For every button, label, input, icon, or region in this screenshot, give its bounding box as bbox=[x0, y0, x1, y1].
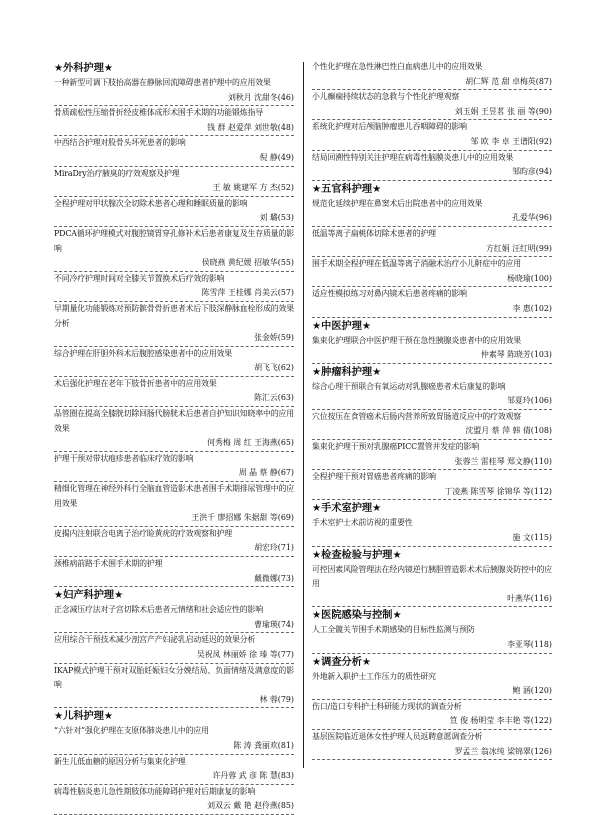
entry-title: 术后强化护理在老年下肢骨折患者中的应用效果 bbox=[54, 378, 217, 388]
column-divider bbox=[303, 62, 304, 768]
entry-authors-page: 张蓉兰 雷桂琴 郑文静(110) bbox=[454, 456, 552, 466]
toc-entry[interactable] bbox=[54, 136, 294, 166]
section-heading: ★肿瘤科护理★ bbox=[312, 366, 382, 378]
entry-authors-page: 吴祝凤 林丽娇 徐 瑧 等(77) bbox=[196, 649, 294, 659]
entry-authors-page: 许丹蓉 武 彦 陈 慧(83) bbox=[212, 771, 294, 781]
entry-authors-page: 陈 涛 龚丽欢(81) bbox=[233, 740, 294, 750]
entry-authors-page: 沈盟月 蔡 萍 韩 倩(108) bbox=[465, 426, 552, 436]
toc-entry[interactable] bbox=[312, 380, 552, 410]
toc-entry[interactable] bbox=[312, 700, 552, 730]
entry-authors-page: 孔爱华(96) bbox=[512, 213, 552, 223]
entry-authors-page: 邹夏玲(106) bbox=[507, 396, 552, 406]
entry-title: 低温等离子扁桃体切除术患者的护理 bbox=[312, 228, 436, 238]
toc-entry[interactable] bbox=[312, 287, 552, 317]
entry-title: 围手术期全程护理在低温等离子消融术治疗小儿鼾症中的应用 bbox=[312, 259, 521, 269]
entry-authors-page: 刘 璐(53) bbox=[259, 213, 294, 223]
toc-entry[interactable] bbox=[312, 670, 552, 700]
toc-entry[interactable] bbox=[312, 90, 552, 120]
entry-title: 基层医院临近退休女性护理人员返聘意愿调查分析 bbox=[312, 731, 483, 741]
toc-entry[interactable] bbox=[54, 167, 294, 197]
section-heading: ★检查检验与护理★ bbox=[312, 549, 402, 561]
entry-authors-page: 施 文(115) bbox=[512, 533, 552, 543]
entry-authors-page: 周 晶 蔡 静(67) bbox=[238, 468, 294, 478]
entry-title: 应用综合干预技术减少剖宫产产妇泌乳启动延迟的效果分析 bbox=[54, 635, 256, 645]
entry-title: 穴位按压在食管癌术后肠内营养所致胃肠道反应中的疗效观察 bbox=[312, 411, 521, 421]
toc-entry[interactable] bbox=[312, 120, 552, 150]
entry-title: 骨质疏松性压缩骨折经皮椎体成形术围手术期的功能锻炼指导 bbox=[54, 108, 263, 118]
entry-authors-page: 倪 静(49) bbox=[259, 152, 294, 162]
toc-entry[interactable] bbox=[54, 272, 294, 302]
toc-entry[interactable] bbox=[312, 60, 552, 90]
toc-column-right bbox=[312, 60, 552, 760]
toc-entry[interactable] bbox=[312, 516, 552, 546]
entry-title: 适应性模拟练习对鼻内镜术后患者疼痛的影响 bbox=[312, 289, 467, 299]
toc-entry[interactable] bbox=[312, 563, 552, 608]
entry-title: “六针对”强化护理在支原体肺炎患儿中的应用 bbox=[54, 726, 209, 736]
toc-entry[interactable] bbox=[54, 407, 294, 452]
entry-title: 皮揭内注射联合电离子治疗睑黄疣的疗效观察和护理 bbox=[54, 528, 233, 538]
toc-entry[interactable] bbox=[312, 410, 552, 440]
entry-title: IKAP模式护理干预对双胎妊娠妇女分娩结局、负面情绪及满意度的影响 bbox=[54, 665, 294, 690]
entry-authors-page: 侯晓燕 黄纪媛 招敏华(55) bbox=[201, 258, 294, 268]
toc-column-left bbox=[54, 60, 294, 815]
entry-authors-page: 戴微娜(73) bbox=[254, 573, 294, 583]
section-heading: ★中医护理★ bbox=[312, 320, 372, 332]
section-heading: ★医院感染与控制★ bbox=[312, 610, 402, 622]
toc-entry[interactable] bbox=[54, 603, 294, 633]
entry-authors-page: 叶燕华(116) bbox=[507, 593, 552, 603]
entry-title: 全程护理干预对胃癌患者疼痛的影响 bbox=[312, 472, 436, 482]
entry-authors-page: 刘秋月 沈甜冬(46) bbox=[227, 92, 294, 102]
entry-title: 颈椎病前路手术围手术期的护理 bbox=[54, 559, 163, 568]
toc-entry[interactable] bbox=[54, 227, 294, 272]
entry-title: 综合心理干预联合有氧运动对乳腺癌患者术后康复的影响 bbox=[312, 381, 506, 391]
entry-authors-page: 李 惠(102) bbox=[512, 303, 552, 313]
entry-authors-page: 何秀梅 周 红 王海燕(65) bbox=[207, 438, 294, 448]
toc-entry[interactable] bbox=[54, 377, 294, 407]
toc-entry[interactable] bbox=[312, 227, 552, 257]
section-heading: ★五官科护理★ bbox=[312, 183, 382, 195]
entry-title: 小儿癫痫持续状态的急救与个性化护理观察 bbox=[312, 92, 460, 102]
entry-title: 正念减压疗法对子宫切除术后患者元情绪和社会适应性的影响 bbox=[54, 605, 263, 615]
entry-authors-page: 邹 欧 李 卓 王谱阳(92) bbox=[470, 136, 552, 146]
section-heading: ★妇产科护理★ bbox=[54, 590, 124, 602]
entry-authors-page: 罗孟兰 翁冰纯 梁锦翠(126) bbox=[454, 746, 552, 756]
entry-authors-page: 鲍 涵(120) bbox=[512, 686, 552, 696]
toc-entry[interactable] bbox=[54, 724, 294, 754]
entry-title: 护理干预对带状疱疹患者临床疗效的影响 bbox=[54, 453, 194, 463]
table-of-contents bbox=[54, 60, 554, 811]
toc-entry[interactable] bbox=[54, 76, 294, 106]
entry-authors-page: 曹瑜瑛(74) bbox=[254, 619, 294, 629]
entry-title: 中西结合护理对股骨头坏死患者的影响 bbox=[54, 138, 186, 148]
entry-authors-page: 张金娇(59) bbox=[254, 333, 294, 343]
entry-authors-page: 刘玉娟 王昱茗 张 丽 等(90) bbox=[454, 106, 552, 116]
entry-authors-page: 杨晓瑜(100) bbox=[507, 273, 552, 283]
entry-authors-page: 笪 俊 杨明莹 李丰艳 等(122) bbox=[449, 716, 552, 726]
entry-title: 综合护理在肝胆外科术后腹腔感染患者中的应用效果 bbox=[54, 348, 233, 358]
entry-title: PDCA循环护理模式对腹腔镜胃穿孔修补术后患者康复及生存质量的影响 bbox=[54, 228, 294, 253]
entry-title: 早期量化功能锻炼对预防髌骨骨折患者术后下肢深静脉血栓形成的效果分析 bbox=[54, 303, 294, 328]
section-heading: ★外科护理★ bbox=[54, 63, 114, 74]
entry-title: 结局回溯性特别关注护理在病毒性脑膜炎患儿中的应用效果 bbox=[312, 152, 514, 162]
entry-authors-page: 王 敏 姚建军 方 杰(52) bbox=[212, 183, 294, 193]
section-heading: ★儿科护理★ bbox=[54, 711, 114, 723]
toc-entry[interactable] bbox=[54, 785, 294, 815]
toc-entry[interactable] bbox=[312, 334, 552, 364]
entry-title: 个性化护理在急性淋巴性白血病患儿中的应用效果 bbox=[312, 62, 483, 71]
entry-authors-page: 仲素琴 陈晓芳(103) bbox=[480, 350, 552, 360]
toc-entry[interactable] bbox=[54, 482, 294, 527]
entry-title: 品管圈在提高全膝胱切除回肠代膀胱术后患者自护知识知晓率中的应用效果 bbox=[54, 409, 294, 433]
entry-title: 全程护理对甲状腺次全切除术患者心理和睡眠质量的影响 bbox=[54, 198, 248, 208]
toc-entry[interactable] bbox=[54, 197, 294, 227]
entry-authors-page: 王洪千 廖招娜 朱据甜 等(69) bbox=[191, 513, 294, 523]
entry-authors-page: 钱 群 赵爱萍 刘世敬(48) bbox=[207, 122, 294, 132]
toc-entry[interactable] bbox=[54, 755, 294, 785]
entry-title: 外地新入职护士工作压力的质性研究 bbox=[312, 671, 436, 681]
entry-authors-page: 李亚琴(118) bbox=[507, 640, 552, 649]
entry-title: 系统化护理对后颅脑肿瘤患儿吞咽障碍的影响 bbox=[312, 122, 467, 132]
entry-authors-page: 林 蓉(79) bbox=[259, 694, 294, 704]
entry-title: MiraDry治疗腋臭的疗效观察及护理 bbox=[54, 168, 180, 178]
entry-title: 手术室护士术前访视的重要性 bbox=[312, 518, 413, 528]
entry-title: 集束化护理干预对乳腺癌PICC置管并发症的影响 bbox=[312, 442, 479, 452]
entry-authors-page: 丁凌燕 陈雪琴 徐锦华 等(112) bbox=[444, 486, 552, 496]
toc-entry[interactable] bbox=[312, 470, 552, 500]
entry-title: 伤口/造口专科护士科研能力现状的调查分析 bbox=[312, 701, 462, 711]
entry-authors-page: 胡仁辉 范 甜 卓梅英(87) bbox=[465, 76, 552, 86]
toc-entry[interactable] bbox=[312, 440, 552, 470]
entry-authors-page: 方红娟 汪红明(99) bbox=[485, 243, 552, 253]
toc-entry[interactable] bbox=[312, 197, 552, 227]
entry-title: 新生儿低血糖的原因分析与集束化护理 bbox=[54, 756, 186, 766]
toc-entry[interactable] bbox=[54, 633, 294, 663]
toc-entry[interactable] bbox=[54, 527, 294, 557]
entry-authors-page: 陈汇云(63) bbox=[254, 393, 294, 403]
entry-title: 可控因素风险管理法在经内镜逆行胰胆管造影术术后胰腺炎防控中的应用 bbox=[312, 564, 552, 589]
entry-title: 集束化护理联合中医护理干预在急性胰腺炎患者中的应用效果 bbox=[312, 335, 521, 345]
toc-entry[interactable] bbox=[54, 106, 294, 136]
entry-authors-page: 胡宏玲(71) bbox=[254, 543, 294, 553]
entry-title: 病毒性脑炎患儿急性期肢体功能障碍护理对后期康复的影响 bbox=[54, 786, 256, 796]
toc-entry[interactable] bbox=[54, 302, 294, 347]
toc-entry[interactable] bbox=[312, 151, 552, 181]
toc-entry[interactable] bbox=[54, 557, 294, 587]
section-heading: ★调查分析★ bbox=[312, 656, 372, 668]
entry-authors-page: 胡飞飞(62) bbox=[254, 363, 294, 373]
toc-entry[interactable] bbox=[312, 623, 552, 653]
toc-entry[interactable] bbox=[54, 664, 294, 709]
entry-authors-page: 陈雪萍 王桂娜 肖美云(57) bbox=[201, 288, 294, 298]
entry-title: 精细化管理在神经外科行全脑血管造影术患者围手术期排尿管理中的应用效果 bbox=[54, 484, 294, 508]
entry-title: 人工全髋关节围手术期感染的目标性监测与预防 bbox=[312, 625, 475, 635]
toc-entry[interactable] bbox=[54, 452, 294, 482]
section-heading: ★手术室护理★ bbox=[312, 503, 382, 515]
entry-title: 一种新型可调下肢抬高器在静脉回流障碍患者护理中的应用效果 bbox=[54, 78, 271, 87]
toc-entry[interactable] bbox=[54, 347, 294, 377]
entry-authors-page: 刘双云 戴 艳 赵伶燕(85) bbox=[207, 801, 294, 811]
toc-entry[interactable] bbox=[312, 257, 552, 287]
toc-entry[interactable] bbox=[312, 730, 552, 760]
entry-title: 规范化延续护理在鼻窦术后出院患者中的应用效果 bbox=[312, 198, 483, 208]
entry-authors-page: 邹昀彦(94) bbox=[512, 167, 552, 177]
entry-title: 不同冷疗护理时间对全膝关节置换术后疗效的影响 bbox=[54, 273, 225, 283]
